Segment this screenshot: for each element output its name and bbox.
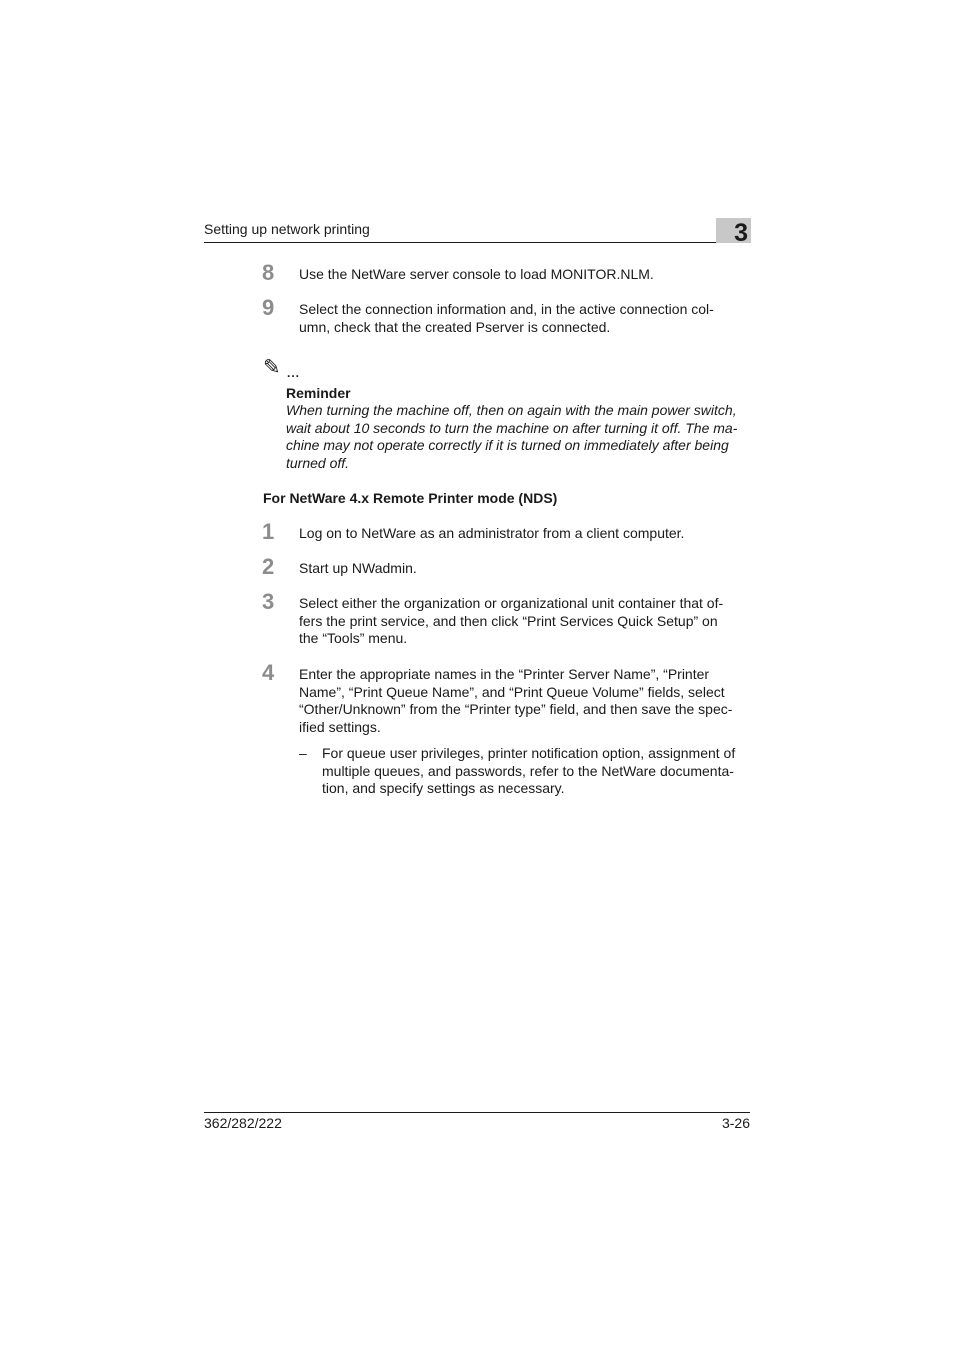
bullet-dash: – <box>299 745 307 761</box>
reminder-text <box>286 402 752 472</box>
sub-bullet-line: tion, and specify settings as necessary. <box>322 780 565 796</box>
reminder-line: chine may not operate correctly if it is turned on immediately after being <box>286 437 729 453</box>
sub-bullet-text <box>322 745 752 798</box>
step-number: 1 <box>262 519 275 544</box>
step-line: Name”, “Print Queue Name”, and “Print Queue Volume” fields, select <box>299 683 725 700</box>
step-number: 8 <box>262 260 275 285</box>
step-text <box>299 666 751 736</box>
running-header-title: Setting up network printing <box>204 221 370 237</box>
step-line: Enter the appropriate names in the “Printer Server Name”, “Printer <box>299 666 710 682</box>
step-line: ified settings. <box>299 718 381 735</box>
step-line: the “Tools” menu. <box>299 630 408 646</box>
step-line: fers the print service, and then click “Print Services Quick Setup” on <box>299 612 718 629</box>
footer-model-number: 362/282/222 <box>204 1115 282 1131</box>
step-number: 4 <box>262 660 275 685</box>
footer-page-number: 3-26 <box>721 1115 750 1131</box>
step-text <box>299 595 751 648</box>
pencil-icon: ✎ <box>263 356 281 379</box>
step-line: umn, check that the created Pserver is connected. <box>299 318 611 335</box>
step-line: Start up NWadmin. <box>299 560 417 576</box>
footer-rule <box>204 1112 750 1113</box>
step-number: 9 <box>262 295 275 320</box>
step-text <box>299 266 751 284</box>
reminder-line: turned off. <box>286 454 350 471</box>
step-text <box>299 301 751 336</box>
sub-bullet-line: For queue user privileges, printer notification option, assignment of <box>322 745 736 761</box>
step-text <box>299 525 751 543</box>
chapter-tab <box>716 218 751 247</box>
sub-bullet-line: multiple queues, and passwords, refer to the NetWare documenta- <box>322 762 734 779</box>
step-text <box>299 560 751 578</box>
step-line: Log on to NetWare as an administrator from a client computer. <box>299 525 685 541</box>
step-number: 3 <box>262 589 275 614</box>
header-rule <box>204 242 716 243</box>
reminder-line: wait about 10 seconds to turn the machine on after turning it off. The ma- <box>286 419 738 436</box>
reminder-line: When turning the machine off, then on again with the main power switch, <box>286 402 737 418</box>
note-dots: ... <box>287 366 301 380</box>
step-number: 2 <box>262 554 275 579</box>
step-line: “Other/Unknown” from the “Printer type” field, and then save the spec- <box>299 701 733 717</box>
section-heading: For NetWare 4.x Remote Printer mode (NDS) <box>263 490 558 506</box>
step-line: Select either the organization or organizational unit container that of- <box>299 595 724 611</box>
chapter-number: 3 <box>734 219 748 247</box>
step-line: Select the connection information and, in the active connection col- <box>299 301 714 317</box>
step-line: Use the NetWare server console to load MONITOR.NLM. <box>299 266 654 282</box>
reminder-title: Reminder <box>286 385 351 401</box>
